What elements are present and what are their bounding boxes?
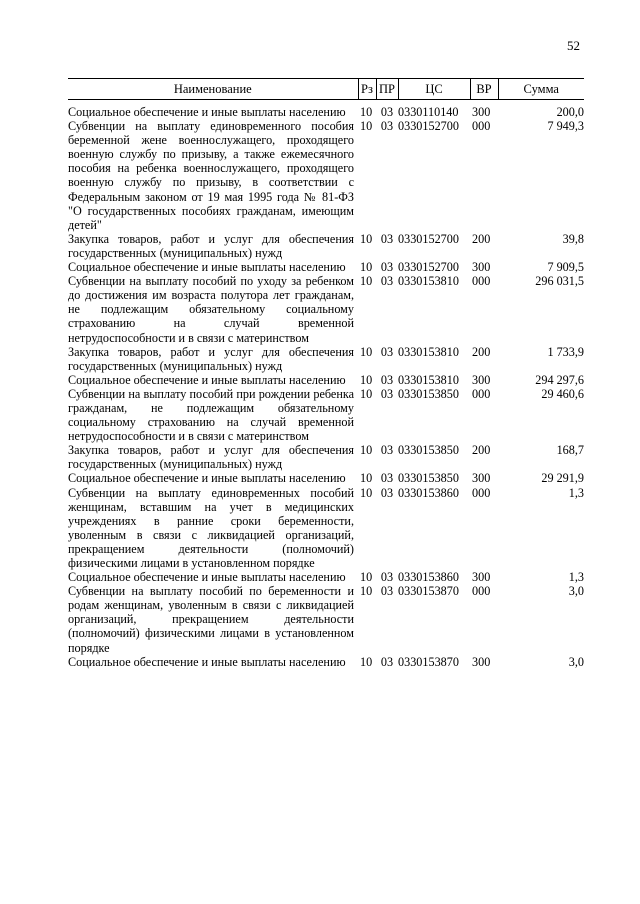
cell-vr: 000 <box>472 274 491 289</box>
cell-rz: 10 <box>360 274 373 289</box>
cell-rz: 10 <box>360 654 373 669</box>
table-row <box>68 443 584 471</box>
cell-pr: 03 <box>380 443 394 458</box>
cell-cs: 0330152700 <box>398 231 459 246</box>
page-number: 52 <box>567 38 580 53</box>
cell-vr: 200 <box>472 443 491 458</box>
cell-rz: 10 <box>360 344 373 359</box>
cell-sum: 1,3 <box>568 485 584 500</box>
table-row <box>68 655 584 669</box>
cell-rz: 10 <box>360 443 373 458</box>
cell-cs: 0330153870 <box>398 654 459 669</box>
cell-name: Социальное обеспечение и иные выплаты населению <box>68 372 346 387</box>
table-row <box>68 345 584 373</box>
table-row <box>68 373 584 387</box>
cell-vr: 000 <box>472 119 491 134</box>
cell-pr: 03 <box>380 386 394 401</box>
cell-pr: 03 <box>380 570 394 585</box>
cell-rz: 10 <box>360 119 373 134</box>
cell-sum: 7 949,3 <box>547 119 584 134</box>
table-row <box>68 100 584 120</box>
cell-vr: 300 <box>472 570 491 585</box>
header-sum: Сумма <box>498 79 584 100</box>
table-row <box>68 471 584 485</box>
cell-vr: 300 <box>472 260 491 275</box>
cell-rz: 10 <box>360 570 373 585</box>
table-row <box>68 387 584 443</box>
cell-name: Социальное обеспечение и иные выплаты населению <box>68 654 346 669</box>
cell-vr: 300 <box>472 471 491 486</box>
cell-pr: 03 <box>380 471 394 486</box>
table-body <box>68 100 584 669</box>
cell-name: Закупка товаров, работ и услуг для обеспечения государственных (муниципальных) нужд <box>68 344 354 373</box>
cell-cs: 0330110140 <box>398 105 459 119</box>
cell-name: Субвенции на выплату пособий по беременности и родам женщинам, уволенным в связи с ликвидацией организаций, прекращением деятельности (полномочий) физическими лицами в установленном порядке <box>68 584 354 655</box>
cell-sum: 1 733,9 <box>547 344 584 359</box>
cell-name: Социальное обеспечение и иные выплаты населению <box>68 260 346 275</box>
cell-sum: 29 291,9 <box>541 471 584 486</box>
table-row <box>68 232 584 260</box>
cell-vr: 000 <box>472 485 491 500</box>
cell-name: Субвенции на выплату единовременных пособий женщинам, вставшим на учет в медицинских учреждениях в ранние сроки беременности, уволенным в связи с ликвидацией организаций, прекращением деятельности (полномочий) физическими лицами в установленном порядке <box>68 485 354 570</box>
cell-pr: 03 <box>380 260 394 275</box>
table-row <box>68 486 584 571</box>
cell-sum: 3,0 <box>568 654 584 669</box>
cell-sum: 200,0 <box>556 105 584 119</box>
cell-rz: 10 <box>360 584 373 599</box>
cell-pr: 03 <box>380 105 394 119</box>
cell-cs: 0330153850 <box>398 471 459 486</box>
cell-cs: 0330153810 <box>398 274 459 289</box>
cell-pr: 03 <box>380 654 394 669</box>
cell-rz: 10 <box>360 386 373 401</box>
cell-cs: 0330153860 <box>398 570 459 585</box>
cell-vr: 000 <box>472 386 491 401</box>
header-pr: ПР <box>376 79 398 100</box>
header-name: Наименование <box>68 79 358 100</box>
header-rz: Рз <box>358 79 376 100</box>
cell-rz: 10 <box>360 105 373 119</box>
table-row <box>68 119 584 232</box>
cell-cs: 0330153850 <box>398 443 459 458</box>
cell-vr: 300 <box>472 372 491 387</box>
cell-pr: 03 <box>380 344 394 359</box>
cell-sum: 296 031,5 <box>535 274 584 289</box>
cell-vr: 200 <box>472 231 491 246</box>
cell-pr: 03 <box>380 584 394 599</box>
cell-name: Социальное обеспечение и иные выплаты населению <box>68 570 346 585</box>
cell-vr: 300 <box>472 105 491 119</box>
budget-table <box>68 78 584 669</box>
cell-sum: 7 909,5 <box>547 260 584 275</box>
cell-name: Социальное обеспечение и иные выплаты населению <box>68 471 346 486</box>
cell-rz: 10 <box>360 260 373 275</box>
table-row <box>68 570 584 584</box>
cell-cs: 0330153810 <box>398 372 459 387</box>
cell-vr: 000 <box>472 584 491 599</box>
cell-pr: 03 <box>380 274 394 289</box>
cell-name: Социальное обеспечение и иные выплаты населению <box>68 105 346 119</box>
cell-cs: 0330153860 <box>398 485 459 500</box>
cell-vr: 200 <box>472 344 491 359</box>
cell-name: Субвенции на выплату единовременного пособия беременной жене военнослужащего, проходящего военную службу по призыву, а также ежемесячного пособия на ребенка военнослужащего, проходящего военную службу по призыву, в соответствии с Федеральным законом от 19 мая 1995 года № 81-ФЗ "О государственных пособиях гражданам, имеющим детей" <box>68 119 354 232</box>
cell-sum: 39,8 <box>562 231 584 246</box>
cell-vr: 300 <box>472 654 491 669</box>
cell-sum: 29 460,6 <box>541 386 584 401</box>
cell-rz: 10 <box>360 231 373 246</box>
cell-name: Субвенции на выплату пособий по уходу за ребенком до достижения им возраста полутора лет гражданам, не подлежащим обязательному социальному страхованию на случай временной нетрудоспособности и в связи с материнством <box>68 274 354 345</box>
table-row <box>68 274 584 344</box>
cell-rz: 10 <box>360 372 373 387</box>
cell-cs: 0330153850 <box>398 386 459 401</box>
cell-pr: 03 <box>380 485 394 500</box>
table-header <box>68 79 584 100</box>
cell-rz: 10 <box>360 485 373 500</box>
cell-rz: 10 <box>360 471 373 486</box>
cell-name: Закупка товаров, работ и услуг для обеспечения государственных (муниципальных) нужд <box>68 231 354 260</box>
header-cs: ЦС <box>398 79 470 100</box>
cell-name: Субвенции на выплату пособий при рождении ребенка гражданам, не подлежащим обязательному социальному страхованию на случай временной нетрудоспособности и в связи с материнством <box>68 386 354 444</box>
cell-sum: 3,0 <box>568 584 584 599</box>
cell-cs: 0330152700 <box>398 260 459 275</box>
cell-cs: 0330153810 <box>398 344 459 359</box>
cell-pr: 03 <box>380 231 394 246</box>
cell-name: Закупка товаров, работ и услуг для обеспечения государственных (муниципальных) нужд <box>68 443 354 472</box>
table-row <box>68 584 584 654</box>
cell-pr: 03 <box>380 119 394 134</box>
table-row <box>68 260 584 274</box>
cell-sum: 294 297,6 <box>535 372 584 387</box>
header-vr: ВР <box>470 79 498 100</box>
cell-sum: 1,3 <box>568 570 584 585</box>
cell-sum: 168,7 <box>556 443 584 458</box>
cell-cs: 0330153870 <box>398 584 459 599</box>
cell-cs: 0330152700 <box>398 119 459 134</box>
cell-pr: 03 <box>380 372 394 387</box>
